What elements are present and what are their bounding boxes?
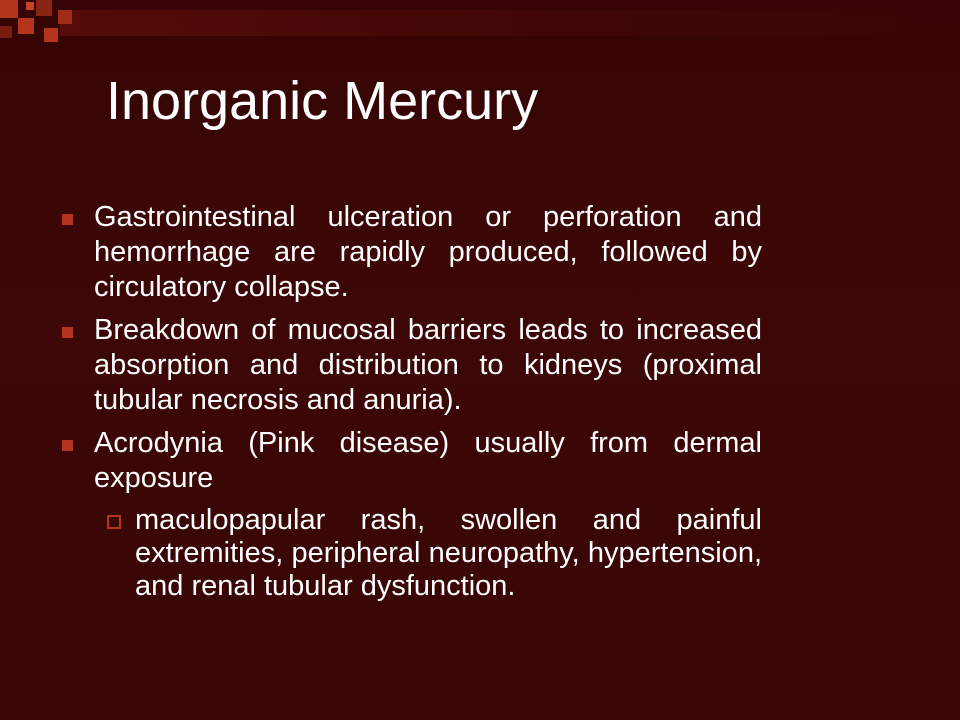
sub-bullet-text: maculopapular rash, swollen and painful extremities, peripheral neuropathy, hypertension, and renal tubular dysfunction. bbox=[135, 504, 762, 602]
square-bullet-icon bbox=[62, 214, 73, 225]
slide-title: Inorganic Mercury bbox=[106, 71, 539, 131]
square-bullet-icon bbox=[62, 327, 73, 338]
hollow-square-bullet-icon bbox=[107, 515, 121, 529]
bullet-list bbox=[62, 200, 762, 603]
bullet-item bbox=[62, 426, 762, 496]
square-bullet-icon bbox=[62, 440, 73, 451]
checker-pattern-icon bbox=[0, 0, 960, 44]
bullet-text: Breakdown of mucosal barriers leads to increased absorption and distribution to kidneys (proximal tubular necrosis and anuria). bbox=[94, 314, 762, 416]
top-decorative-band bbox=[0, 0, 960, 40]
bullet-text: Acrodynia (Pink disease) usually from dermal exposure bbox=[94, 427, 762, 494]
bullet-item bbox=[62, 200, 762, 305]
bullet-item bbox=[62, 313, 762, 418]
sub-bullet-item bbox=[107, 504, 762, 603]
bullet-text: Gastrointestinal ulceration or perforation and hemorrhage are rapidly produced, followed by circulatory collapse. bbox=[94, 201, 762, 303]
